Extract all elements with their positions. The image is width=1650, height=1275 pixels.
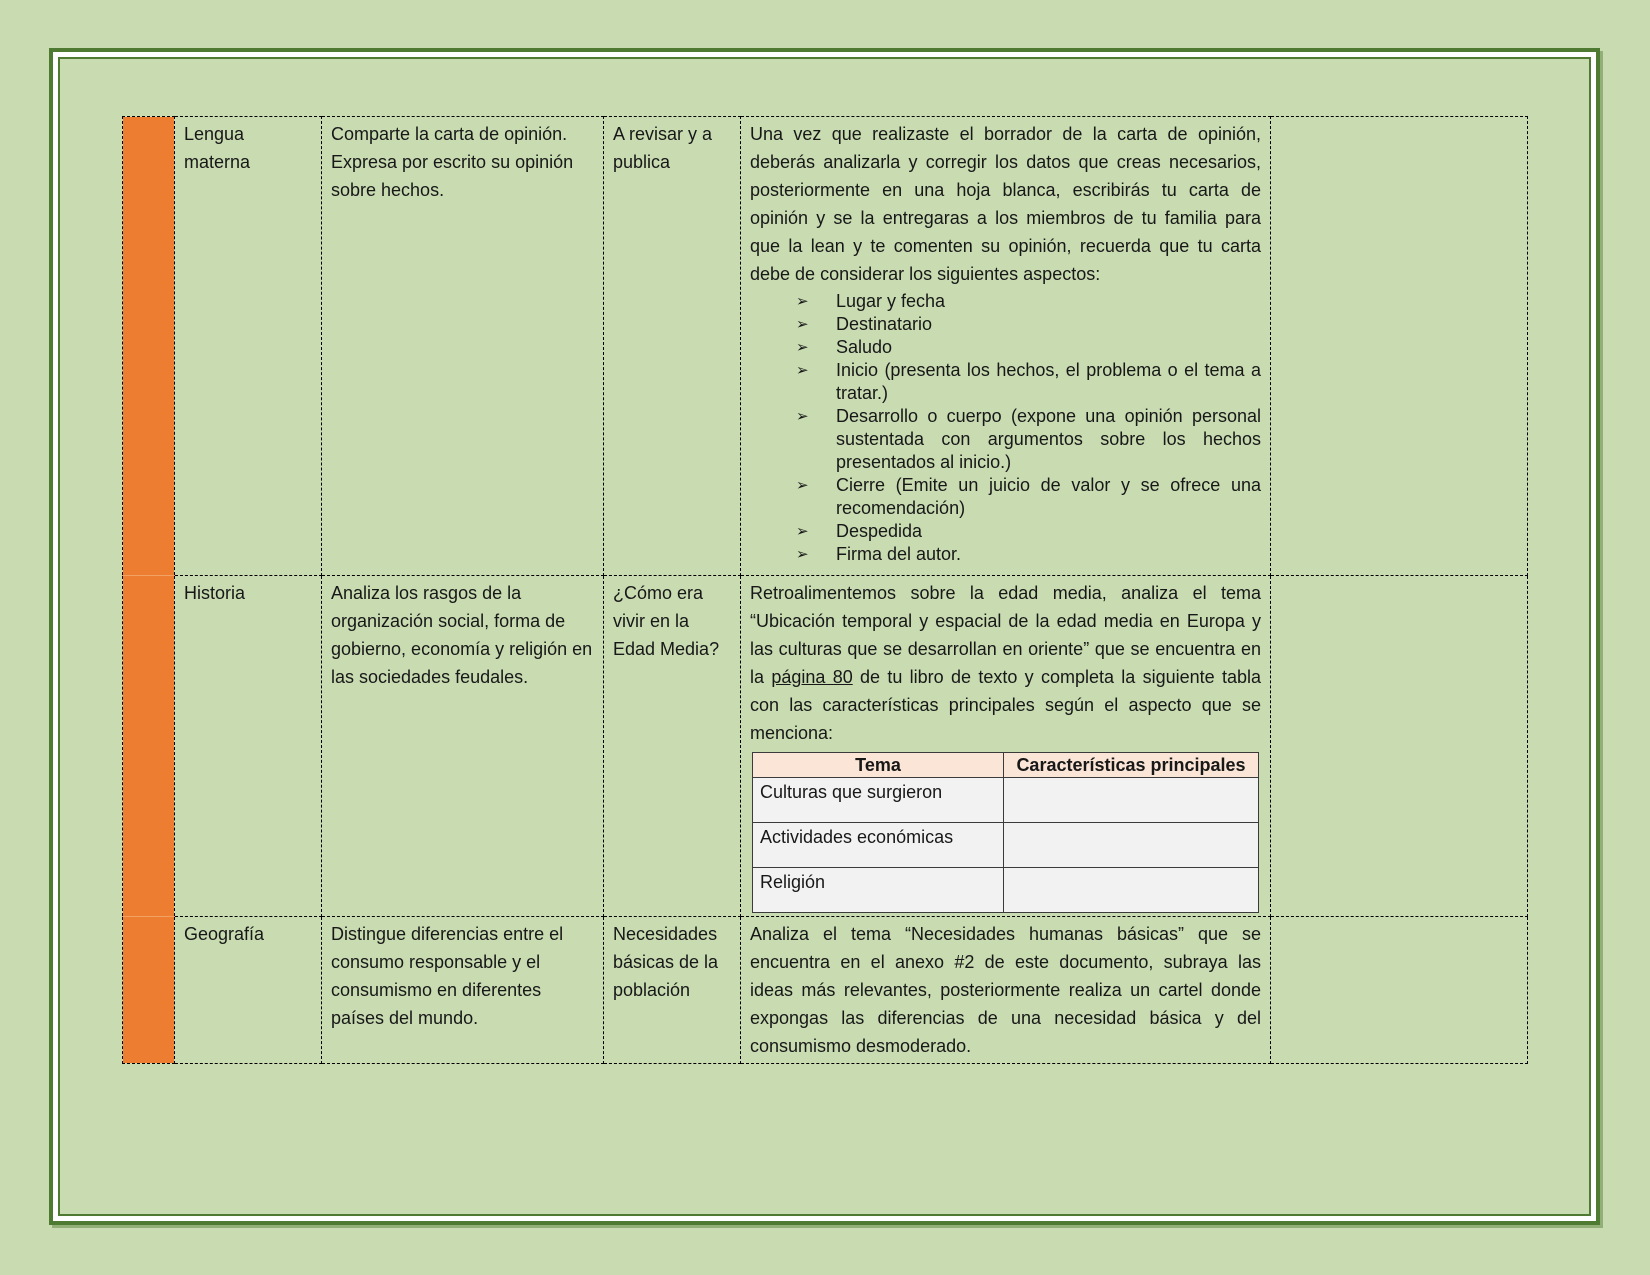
column-header-caracteristicas: Características principales: [1004, 753, 1259, 778]
arrow-bullet-icon: ➢: [796, 293, 809, 310]
topic-cell: [604, 117, 741, 576]
subject-cell: [175, 117, 322, 576]
topic-cell: [604, 576, 741, 917]
topic-cell: [604, 917, 741, 1064]
list-item: [796, 520, 1261, 543]
tema-label: Culturas que surgieron: [753, 778, 1004, 823]
arrow-bullet-icon: ➢: [796, 477, 809, 494]
caracteristicas-value-cell: [1004, 868, 1259, 913]
activity-text-after: de tu libro de texto y completa la siguiente tabla con las características principales según el aspecto que se menciona:: [750, 667, 1262, 743]
list-item: [796, 313, 1261, 336]
empty-cell: [1271, 117, 1528, 576]
list-item: [796, 336, 1261, 359]
activity-intro: [750, 579, 1261, 747]
objective-text: Comparte la carta de opinión. Expresa por escrito su opinión sobre hechos.: [331, 124, 574, 200]
caracteristicas-value-cell: [1004, 778, 1259, 823]
subject-cell: [175, 576, 322, 917]
page-border-frame: [49, 48, 1600, 1225]
table-row: [753, 778, 1259, 823]
list-item: [796, 474, 1261, 520]
underlined-page-reference: página 80: [771, 667, 853, 687]
activity-cell: [741, 917, 1271, 1064]
table-row-historia: [123, 576, 1528, 917]
table-row-geografia: [123, 917, 1528, 1064]
list-item-text: Firma del autor.: [836, 544, 962, 564]
list-item: [796, 290, 1261, 313]
objective-cell: [322, 917, 604, 1064]
subject-cell: [175, 917, 322, 1064]
page-inner-area: [58, 57, 1591, 1216]
list-item-text: Lugar y fecha: [836, 291, 946, 311]
table-row-lengua-materna: [123, 117, 1528, 576]
topic-text: Necesidades básicas de la población: [613, 924, 719, 1000]
aspects-list: [750, 290, 1261, 566]
column-header-tema: Tema: [753, 753, 1004, 778]
list-item-text: Desarrollo o cuerpo (expone una opinión personal sustentada con argumentos sobre los hechos presentados al inicio.): [836, 406, 1261, 472]
accent-cell: [123, 117, 175, 576]
objective-cell: [322, 576, 604, 917]
activity-cell: [741, 117, 1271, 576]
table-row: [753, 868, 1259, 913]
list-item: [796, 405, 1261, 474]
arrow-bullet-icon: ➢: [796, 523, 809, 540]
subject-label: Historia: [184, 583, 246, 603]
table-row: [753, 823, 1259, 868]
objective-text: Analiza los rasgos de la organización social, forma de gobierno, economía y religión en las sociedades feudales.: [331, 583, 593, 687]
tema-label: Religión: [753, 868, 1004, 913]
activity-text-before: Retroalimentemos sobre la edad media, analiza el tema “Ubicación temporal y espacial de la edad media en Europa y las culturas que se desarrollan en oriente” que se encuentra en la: [750, 583, 1261, 687]
subject-label: Lengua materna: [184, 124, 251, 172]
empty-cell: [1271, 917, 1528, 1064]
empty-cell: [1271, 576, 1528, 917]
subject-label: Geografía: [184, 924, 265, 944]
list-item-text: Destinatario: [836, 314, 933, 334]
accent-cell: [123, 576, 175, 917]
activity-cell: [741, 576, 1271, 917]
characteristics-header-row: [753, 753, 1259, 778]
list-item-text: Cierre (Emite un juicio de valor y se ofrece una recomendación): [836, 475, 1261, 518]
list-item: [796, 543, 1261, 566]
accent-cell: [123, 917, 175, 1064]
list-item-text: Despedida: [836, 521, 923, 541]
characteristics-table: [752, 752, 1259, 913]
topic-text: A revisar y a publica: [613, 124, 713, 172]
arrow-bullet-icon: ➢: [796, 408, 809, 425]
list-item: [796, 359, 1261, 405]
arrow-bullet-icon: ➢: [796, 546, 809, 563]
objective-cell: [322, 117, 604, 576]
topic-text: ¿Cómo era vivir en la Edad Media?: [613, 583, 720, 659]
activity-intro: Una vez que realizaste el borrador de la carta de opinión, deberás analizarla y corregir los datos que creas necesarios, posteriormente en una hoja blanca, escribirás tu carta de opinión y se la entregaras a los miembros de tu familia para que la lean y te comenten su opinión, recuerda que tu carta debe de considerar los siguientes aspectos:: [750, 124, 1261, 284]
objective-text: Distingue diferencias entre el consumo responsable y el consumismo en diferentes países del mundo.: [331, 924, 564, 1028]
caracteristicas-value-cell: [1004, 823, 1259, 868]
weekly-plan-table: [122, 116, 1528, 1064]
arrow-bullet-icon: ➢: [796, 362, 809, 379]
arrow-bullet-icon: ➢: [796, 339, 809, 356]
activity-intro: Analiza el tema “Necesidades humanas básicas” que se encuentra en el anexo #2 de este documento, subraya las ideas más relevantes, posteriormente realiza un cartel donde expongas las diferencias de una necesidad básica y del consumismo desmoderado.: [750, 924, 1261, 1056]
tema-label: Actividades económicas: [753, 823, 1004, 868]
list-item-text: Saludo: [836, 337, 893, 357]
arrow-bullet-icon: ➢: [796, 316, 809, 333]
list-item-text: Inicio (presenta los hechos, el problema o el tema a tratar.): [836, 360, 1261, 403]
